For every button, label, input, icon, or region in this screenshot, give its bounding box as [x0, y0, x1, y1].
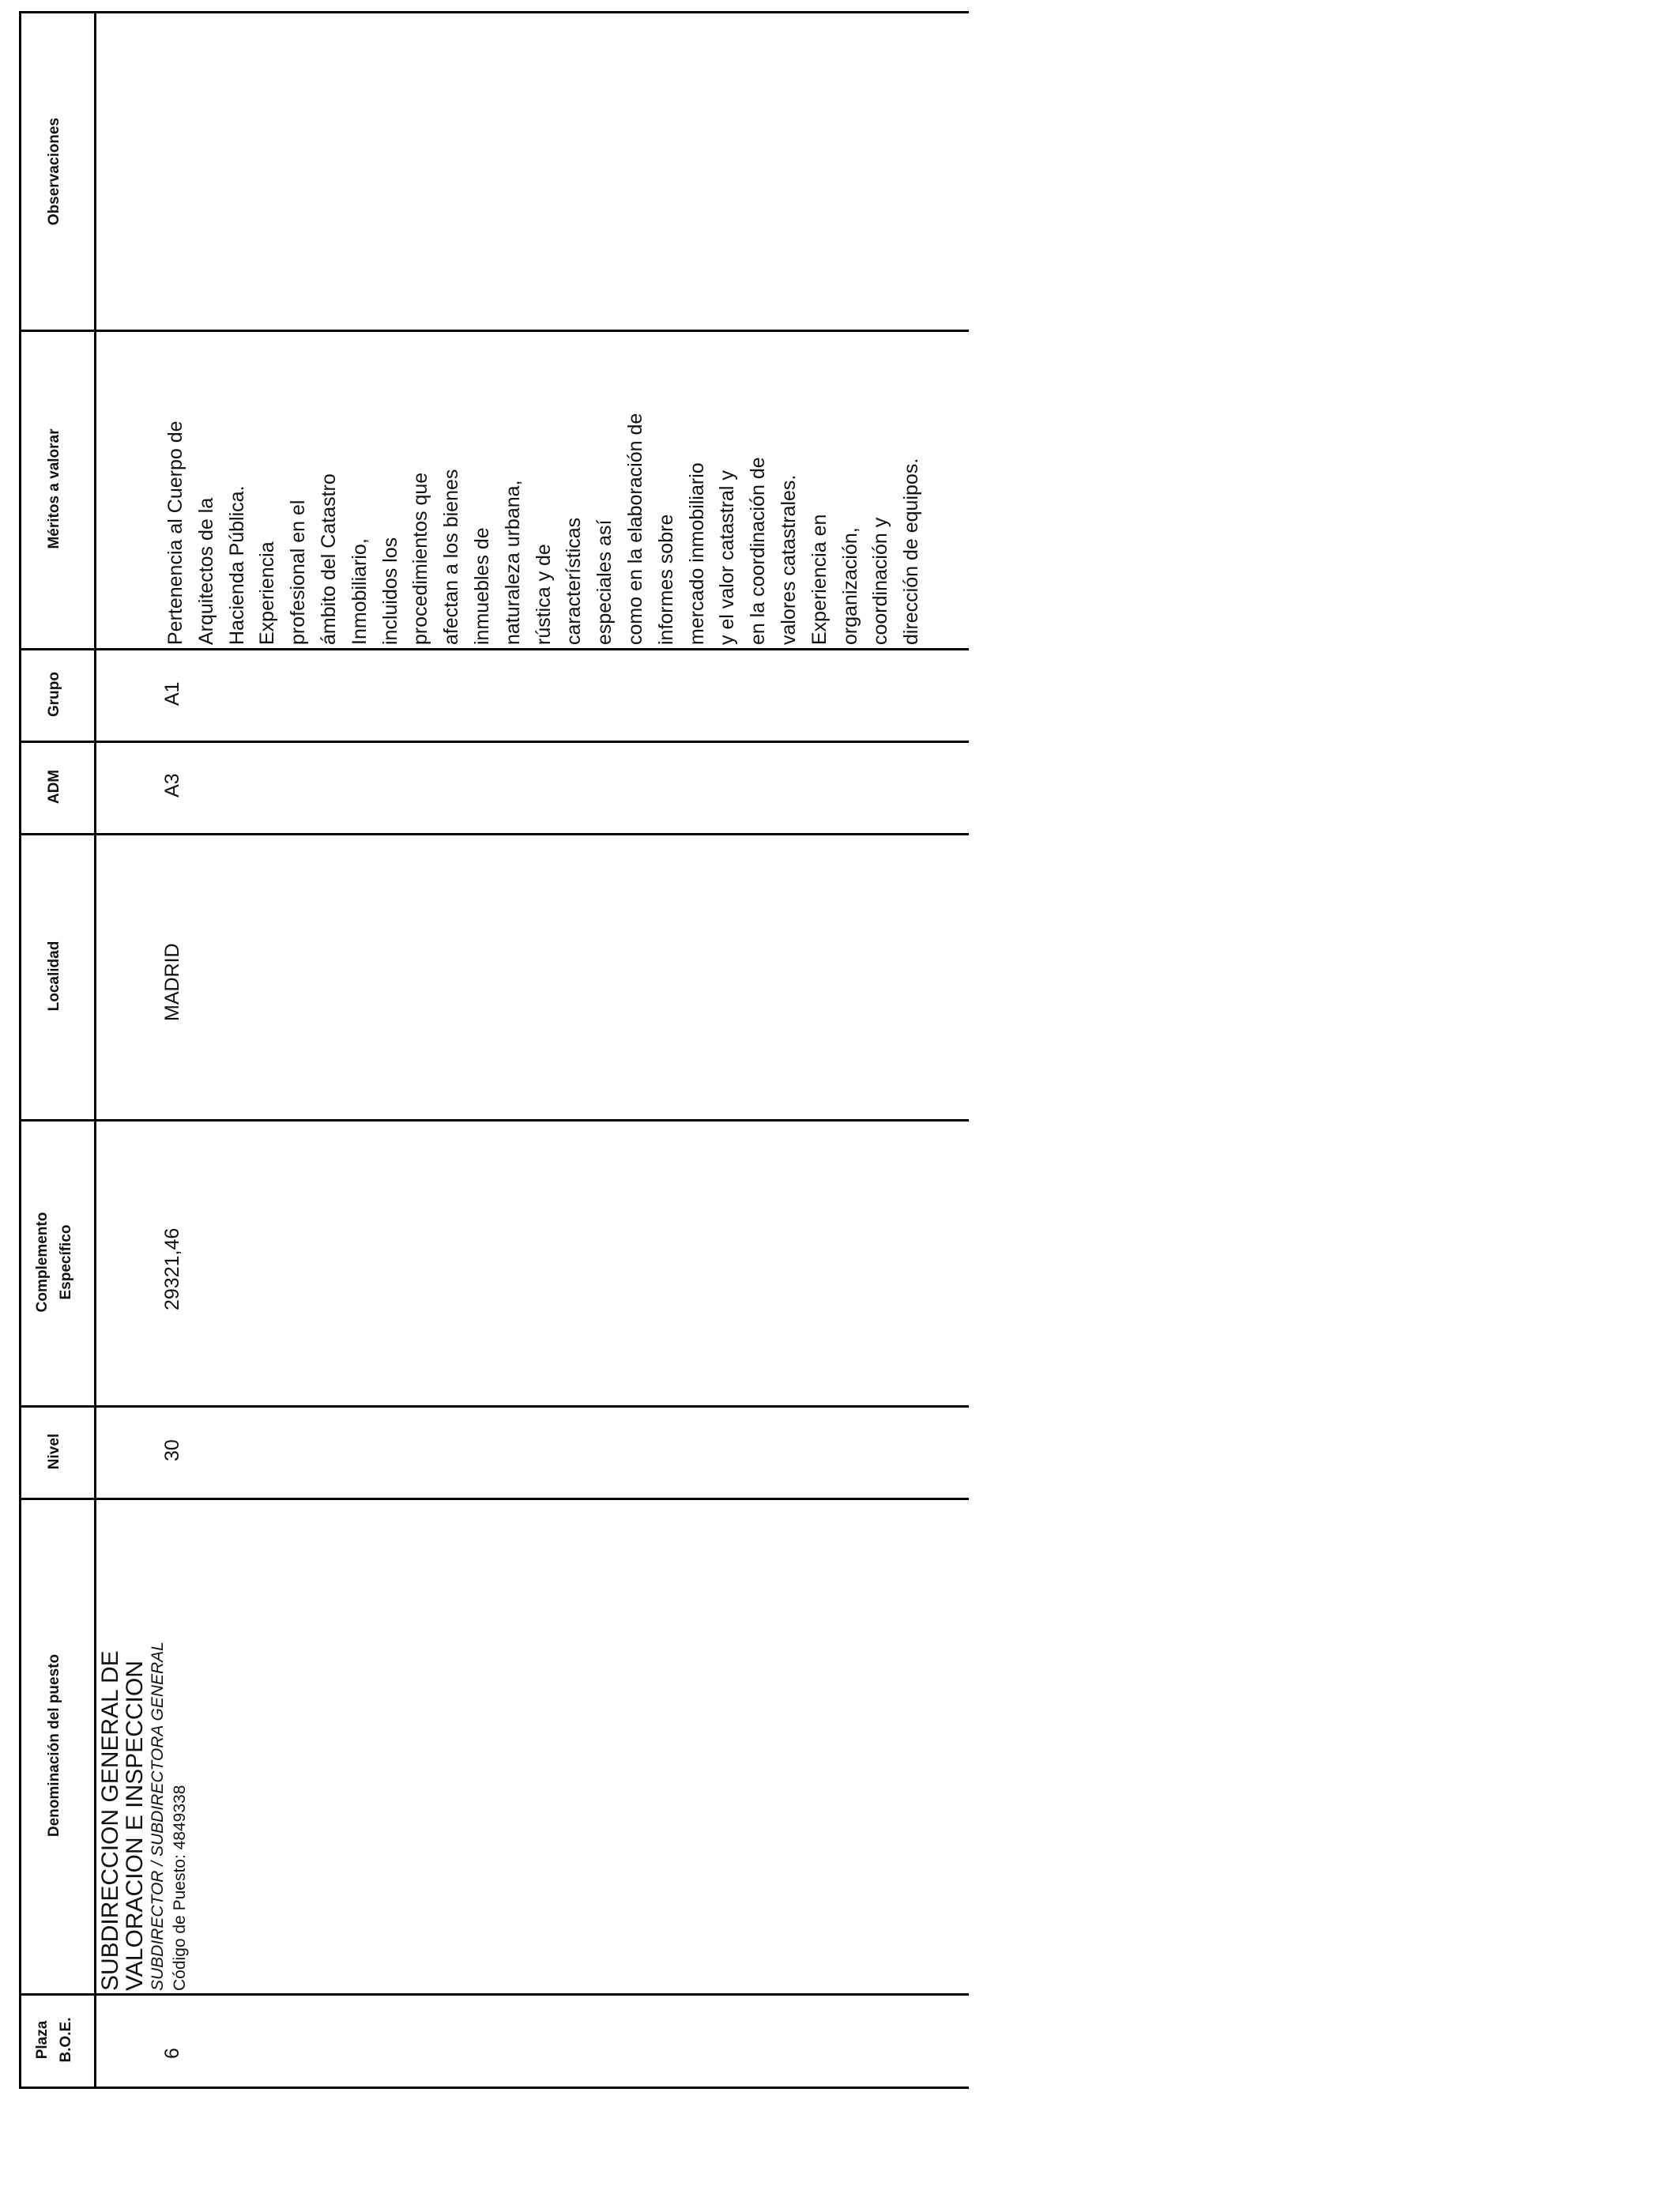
header-localidad-label: Localidad [46, 941, 62, 1012]
cell-plaza [160, 2048, 184, 2059]
header-nivel [43, 1405, 66, 1498]
header-meritos [43, 330, 66, 648]
column-divider [19, 741, 969, 743]
meritos-line: profesional en el [287, 499, 310, 645]
adm-value: A3 [161, 773, 183, 797]
meritos-line: procedimientos que [409, 472, 432, 645]
meritos-line: valores catastrales. [777, 474, 800, 645]
meritos-line: Experiencia [256, 541, 279, 645]
header-plaza-line1: Plaza [34, 2020, 51, 2060]
cell-complemento [160, 1228, 184, 1310]
meritos-line: en la coordinación de [747, 457, 770, 645]
column-divider [19, 330, 969, 332]
table-border-bottom [19, 2087, 969, 2089]
nivel-value: 30 [161, 1439, 183, 1461]
puesto-code: Código de Puesto: 4849338 [171, 1785, 189, 1991]
cell-meritos [160, 413, 927, 645]
meritos-line: mercado inmobiliario [685, 462, 708, 645]
header-grupo-label: Grupo [46, 672, 62, 717]
meritos-line: Inmobiliario, [348, 538, 371, 645]
header-nivel-label: Nivel [46, 1433, 62, 1470]
meritos-line: afectan a los bienes [440, 469, 463, 645]
column-divider [19, 1498, 969, 1500]
meritos-line: características [563, 517, 586, 645]
header-denominacion [43, 1498, 66, 1993]
meritos-line: Arquitectos de la [194, 497, 217, 645]
column-divider [19, 1119, 969, 1122]
column-divider [19, 1993, 969, 1996]
column-divider [19, 1405, 969, 1408]
meritos-line: especiales así [593, 519, 616, 645]
header-observaciones-label: Observaciones [46, 117, 62, 226]
meritos-line: ámbito del Catastro [317, 473, 340, 645]
cell-grupo [160, 681, 184, 706]
meritos-line: coordinación y [869, 517, 892, 645]
table-border-left [19, 11, 21, 2088]
grupo-value: A1 [161, 681, 183, 706]
cell-nivel [160, 1439, 184, 1461]
puesto-title-line1: SUBDIRECCION GENERAL DE [97, 1650, 123, 1991]
header-complemento [31, 1119, 78, 1405]
meritos-line: naturaleza urbana, [501, 480, 524, 645]
puesto-subtitle: SUBDIRECTOR / SUBDIRECTORA GENERAL [149, 1642, 167, 1991]
column-divider [19, 648, 969, 650]
header-adm [43, 741, 66, 833]
meritos-line: y el valor catastral y [716, 470, 739, 645]
header-complemento-line2: Específico [58, 1224, 74, 1300]
meritos-line: informes sobre [654, 514, 677, 645]
puesto-title-line2: VALORACION E INSPECCION [122, 1661, 148, 1991]
header-localidad [43, 833, 66, 1119]
meritos-line: dirección de equipos. [900, 458, 923, 645]
localidad-value: MADRID [161, 943, 183, 1021]
complemento-value: 29321,46 [161, 1227, 183, 1310]
header-separator [94, 11, 96, 2088]
meritos-line: Experiencia en [808, 514, 831, 645]
header-meritos-label: Méritos a valorar [46, 428, 62, 549]
column-divider [19, 833, 969, 835]
cell-adm [160, 773, 184, 797]
cell-localidad [160, 943, 184, 1021]
cell-denominacion [98, 1642, 191, 1991]
plaza-value: 6 [161, 2048, 183, 2059]
header-plaza-boe [31, 1993, 78, 2087]
header-observaciones [43, 13, 66, 330]
table-border-top [19, 11, 969, 13]
meritos-line: rústica y de [532, 544, 555, 645]
meritos-line: Pertenencia al Cuerpo de [164, 420, 186, 645]
meritos-line: organización, [838, 527, 861, 645]
header-complemento-line1: Complemento [34, 1212, 51, 1313]
header-denominacion-label: Denominación del puesto [46, 1653, 62, 1838]
meritos-line: incluidos los [379, 537, 401, 645]
header-plaza-line2: B.O.E. [58, 2017, 74, 2063]
meritos-line: inmuebles de [470, 527, 493, 645]
meritos-line: Hacienda Pública. [225, 485, 248, 645]
header-adm-label: ADM [46, 769, 62, 805]
meritos-line: como en la elaboración de [623, 413, 646, 645]
header-grupo [43, 648, 66, 741]
